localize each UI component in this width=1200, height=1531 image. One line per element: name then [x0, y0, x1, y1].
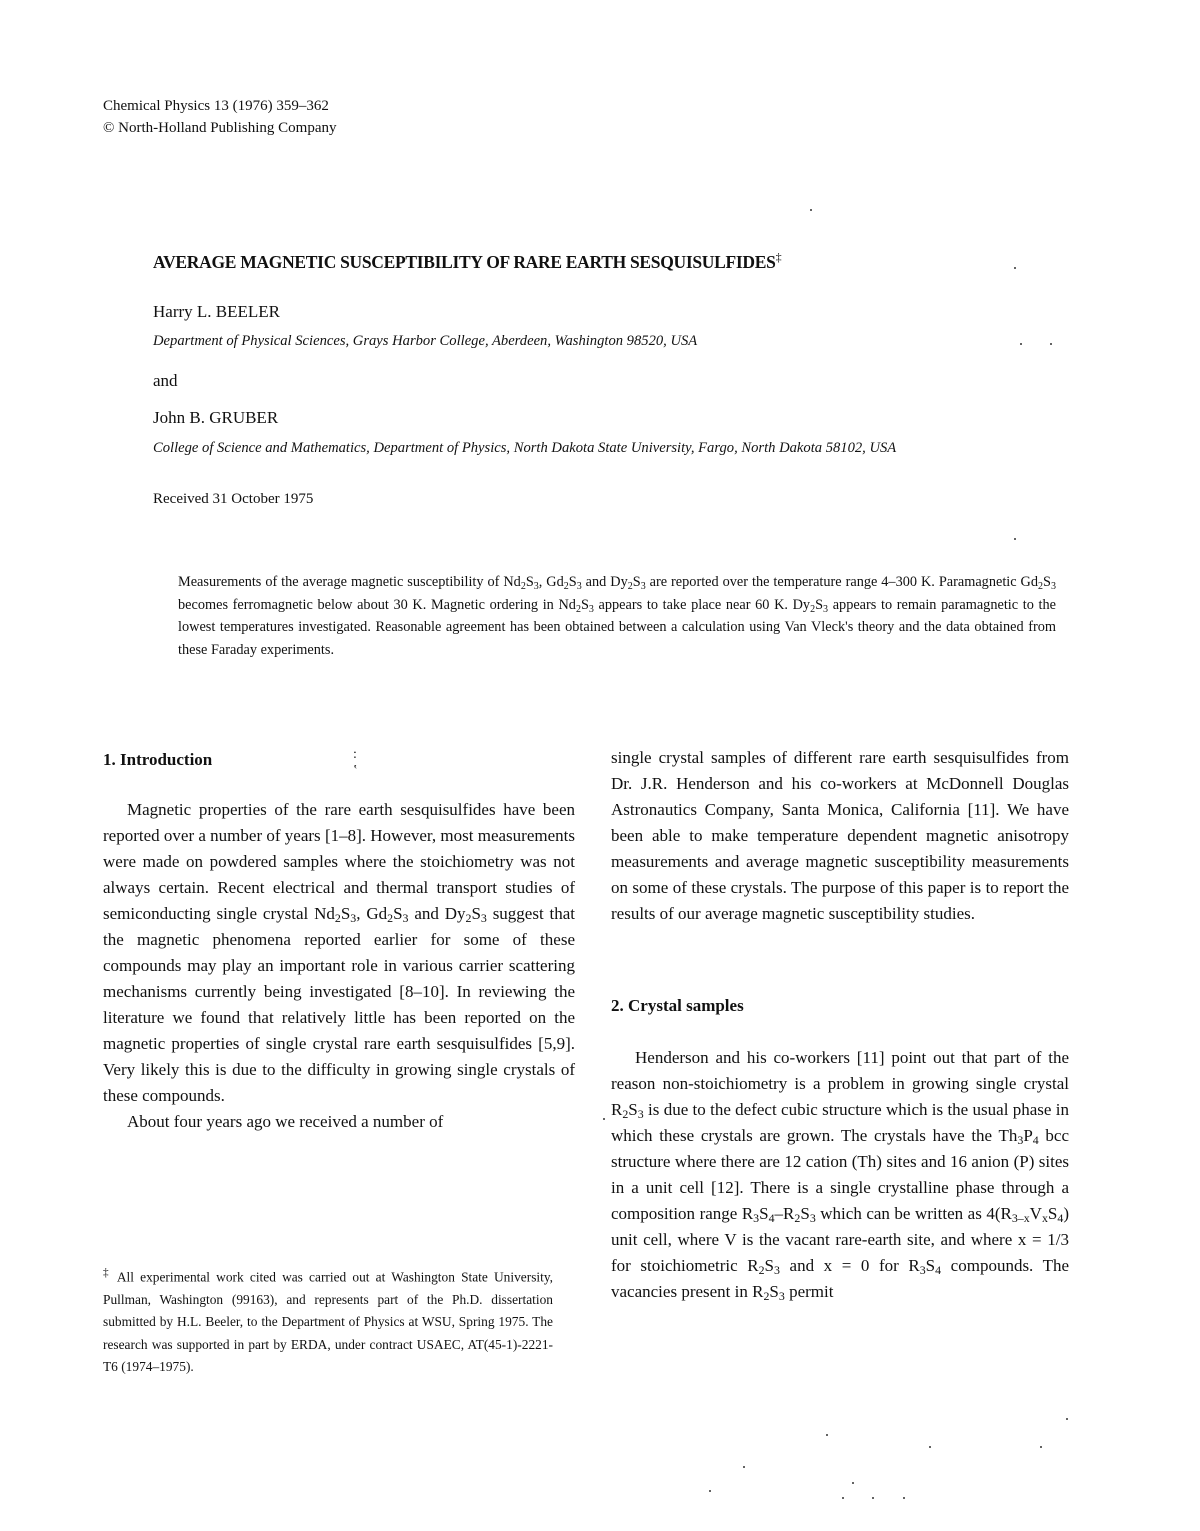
journal-citation: Chemical Physics 13 (1976) 359–362	[103, 98, 329, 114]
scan-speck	[842, 1497, 844, 1499]
scan-speck	[903, 1497, 905, 1499]
scan-speck	[1014, 267, 1016, 269]
scan-speck	[826, 1434, 828, 1436]
author-2: John B. GRUBER	[153, 408, 279, 427]
scan-speck	[929, 1446, 931, 1448]
footnote	[103, 1262, 553, 1379]
publisher-line: © North-Holland Publishing Company	[103, 120, 337, 136]
affiliation-1: Department of Physical Sciences, Grays Harbor College, Aberdeen, Washington 98520, USA	[153, 333, 698, 349]
article-title	[153, 250, 781, 273]
intro-paragraph-continued: single crystal samples of different rare earth sesquisulfides from Dr. J.R. Henderson and his co-workers at McDonnell Douglas Astronautics Company, Santa Monica, California [11]. We have been able to make temperature dependent magnetic anisotropy measurements and average magnetic susceptibility measurements on some of these crystals. The purpose of this paper is to report the results of our average magnetic susceptibility studies.	[611, 748, 1069, 923]
scan-speck	[1040, 1446, 1042, 1448]
scan-speck	[1066, 1418, 1068, 1420]
received-date: Received 31 October 1975	[153, 491, 314, 507]
journal-header	[103, 95, 336, 139]
scan-speck	[852, 1482, 854, 1484]
abstract: Measurements of the average magnetic susceptibility of $Nd_2S_3$, $Gd_2S_3$ and $Dy_2S_3$ are reported over the temperature range 4–300 K. Paramagnetic $Gd_2S_3$ becomes ferromagnetic below about 30 K. Magnetic ordering in $Nd_2S_3$ appears to take place near 60 K. $Dy_2S_3$ appears to remain paramagnetic to the lowest temperatures investigated. Reasonable agreement has been obtained between a calculation using Van Vleck's theory and the data obtained from these Faraday experiments.	[178, 574, 1056, 658]
author-conjunction: and	[153, 371, 178, 390]
title-footnote-mark: ‡	[775, 250, 782, 264]
scan-speck	[872, 1497, 874, 1499]
author-1: Harry L. BEELER	[153, 302, 280, 321]
title-text: AVERAGE MAGNETIC SUSCEPTIBILITY OF RARE EARTH SESQUISULFIDES	[153, 251, 776, 272]
right-column	[611, 745, 1069, 1305]
section-2-heading: 2. Crystal samples	[611, 996, 744, 1015]
scan-speck	[743, 1466, 745, 1468]
scan-speck	[810, 209, 812, 211]
crystal-samples-paragraph: Henderson and his co-workers [11] point out that part of the reason non-stoichiometry is a problem in growing single crystal $R_2S_3$ is due to the defect cubic structure which is the usual phase in which these crystals are grown. The crystals have the $Th_3P_4$ bcc structure where there are 12 cation (Th) sites and 16 anion (P) sites in a unit cell [12]. There is a single crystalline phase through a composition range $R_3S_4-R_2S_3$ which can be written as $4(R_{3-x}V_xS_4)$ unit cell, where V is the vacant rare-earth site, and where x = 1/3 for stoichiometric $R_2S_3$ and x = 0 for $R_3S_4$ compounds. The vacancies present in $R_2S_3$ permit	[611, 1048, 1070, 1303]
footnote-text: All experimental work cited was carried out at Washington State University, Pullman, Washington (99163), and represents part of the Ph.D. dissertation submitted by H.L. Beeler, to the Department of Physics at WSU, Spring 1975. The research was supported in part by ERDA, under contract USAEC, AT(45-1)-2221-T6 (1974–1975).	[103, 1269, 554, 1375]
scan-speck	[1014, 538, 1016, 540]
scan-speck	[1020, 343, 1022, 345]
scan-speck	[1050, 343, 1052, 345]
footnote-mark: ‡	[103, 1267, 112, 1279]
scan-speck	[603, 1118, 605, 1120]
section-1-heading: 1. Introduction	[103, 750, 213, 769]
left-column	[103, 750, 576, 1135]
scan-speck	[709, 1490, 711, 1492]
intro-paragraph-1: Magnetic properties of the rare earth sesquisulfides have been reported over a number of years [1–8]. However, most measurements were made on powdered samples where the stoichiometry was not always certain. Recent electrical and thermal transport studies of semiconducting single crystal $Nd_2S_3$, $Gd_2S_3$ and $Dy_2S_3$ suggest that the magnetic phenomena reported earlier for some of these compounds may play an important role in various carrier scattering mechanisms currently being investigated [8–10]. In reviewing the literature we found that relatively little has been reported on the magnetic properties of single crystal rare earth sesquisulfides [5,9]. Very likely this is due to the difficulty in growing single crystals of these compounds.	[103, 800, 576, 1105]
intro-paragraph-2: About four years ago we received a number of	[127, 1112, 444, 1131]
affiliation-2: College of Science and Mathematics, Department of Physics, North Dakota State University, Fargo, North Dakota 58102, USA	[153, 440, 897, 456]
margin-marks: : ‛	[353, 747, 358, 778]
